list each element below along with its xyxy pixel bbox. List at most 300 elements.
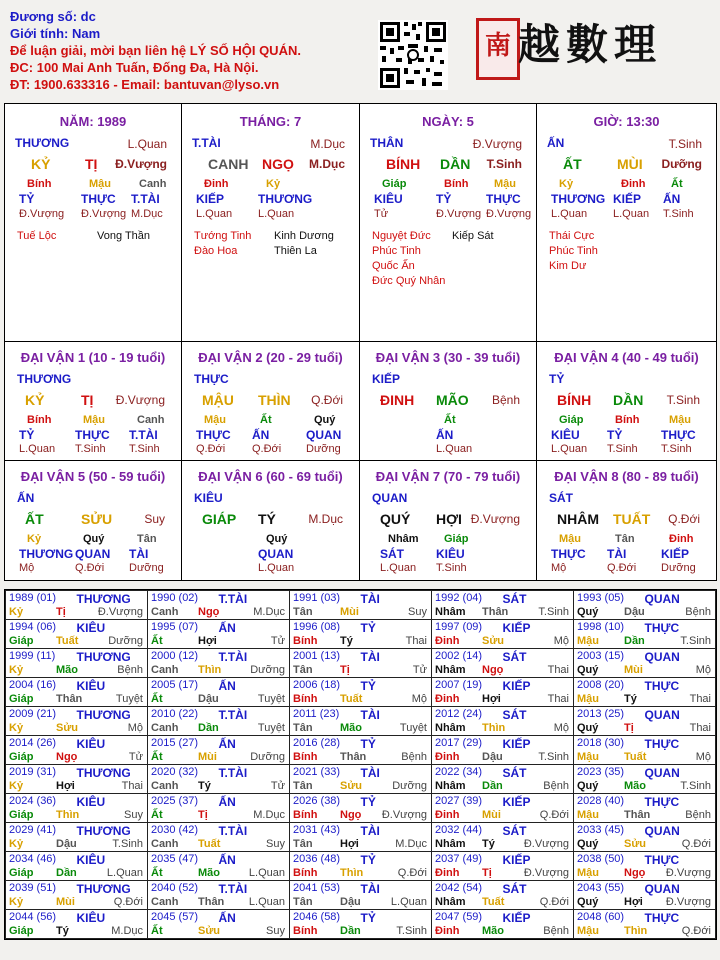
dai-van-chi: DẦN [613,392,644,408]
year-can: Bính [293,635,318,647]
star: Kiếp Sát [452,230,494,242]
year-can: Tân [293,838,313,850]
year-god: TÀI [360,708,380,722]
year-chi: Tý [482,838,495,850]
year-god: T.TÀI [218,766,248,780]
dai-van-stage: Suy [144,512,165,526]
gioi-tinh [10,25,301,42]
hidden-stem: Mậu [494,178,516,190]
year-can: Tân [293,606,313,618]
hidden-god: QUAN [306,428,342,442]
year-god: QUAN [644,592,680,606]
dai-van-god: QUAN [372,491,408,505]
hidden-stage: L.Quan [613,208,650,220]
year-can: Ất [151,693,163,705]
year-chi: Mão [340,722,362,734]
dai-van-god: TỶ [549,372,565,386]
year-god: ẤN [218,795,236,809]
dai-van-can: QUÝ [380,511,411,527]
year-chi: Ngọ [56,751,78,763]
year-chi: Mùi [482,809,501,821]
year-chi: Dần [198,722,219,734]
year-cell [6,620,148,649]
year-label: 2006 (18) [293,679,341,691]
hidden-stage: T.Sinh [663,208,694,220]
year-cell [574,765,716,794]
year-label: 2019 (31) [9,766,57,778]
hidden-god: ẤN [436,428,454,442]
hidden-stage: L.Quan [380,562,417,574]
year-cell [290,765,432,794]
year-can: Đinh [435,693,460,705]
star: Vong Thần [97,230,151,242]
year-cell [148,823,290,852]
year-god: KIÊU [76,679,106,693]
dai-van-stage: Đ.Vượng [115,393,165,407]
year-cell [574,823,716,852]
year-god: ẤN [218,679,236,693]
hidden-stage: T.Sinh [75,443,106,455]
year-can: Đinh [435,809,460,821]
year-cell [290,794,432,823]
year-god: THƯƠNG [76,824,131,838]
year-cell [6,678,148,707]
year-cell [432,620,574,649]
dai-van-can: ĐINH [380,392,415,408]
hidden-stage: T.Sinh [661,443,692,455]
hidden-god: TỶ [19,428,35,442]
year-label: 2001 (13) [293,650,341,662]
star: Thiên La [274,245,317,257]
hidden-stage: L.Quan [551,443,588,455]
year-god: SÁT [502,592,527,606]
year-can: Giáp [9,809,34,821]
year-god: TỶ [360,737,376,751]
seal-stamp: 南 [476,18,520,80]
hidden-stem: Mậu [559,533,581,545]
year-cell [148,881,290,910]
year-label: 2037 (49) [435,853,483,865]
year-stage: Mộ [553,722,569,734]
year-god: KIẾP [502,621,531,635]
year-label: 2039 (51) [9,882,57,894]
year-cell [290,823,432,852]
hidden-stem: Ất [260,414,272,426]
year-god: TÀI [360,882,380,896]
year-stage: M.Dục [253,606,285,618]
year-can: Đinh [435,925,460,937]
year-god: KIÊU [76,621,106,635]
year-can: Quý [577,664,599,676]
year-god: T.TÀI [218,650,248,664]
year-stage: Bệnh [117,664,143,676]
dai-van-stage: Q.Đới [668,512,700,526]
year-row [6,794,716,823]
year-can: Giáp [9,693,34,705]
hidden-god: THỰC [486,192,521,206]
year-label: 1999 (11) [9,650,56,662]
year-chi: Dậu [56,838,77,850]
hidden-stem: Canh [137,414,165,426]
year-cell [574,620,716,649]
gioi-tinh-label: Giới tính: [10,26,69,41]
year-chi: Tuất [198,838,221,850]
year-can: Giáp [9,867,34,879]
year-god: ẤN [218,737,236,751]
year-row [6,852,716,881]
dai-van-chi: HỢI [436,511,462,527]
year-row [6,620,716,649]
hidden-stage: Mộ [551,562,567,574]
year-god: SÁT [502,708,527,722]
year-can: Ất [151,635,163,647]
year-cell [290,707,432,736]
year-chi: Tý [56,925,69,937]
pillar-top-god: ẤN [547,136,565,150]
year-row [6,707,716,736]
dai-van-god: THƯƠNG [17,372,72,386]
year-chi: Tý [340,635,353,647]
hidden-stage: T.Sinh [436,562,467,574]
year-cell [432,852,574,881]
qr-code-icon [378,20,448,90]
year-chi: Mão [624,780,646,792]
hidden-stem: Tân [137,533,157,545]
year-can: Canh [151,838,179,850]
hidden-god: KIẾP [613,192,642,206]
hidden-stage: L.Quan [196,208,233,220]
tu-tru-grid [4,103,717,581]
dai-van-3 [360,342,537,461]
year-can: Nhâm [435,722,466,734]
year-can: Bính [293,925,318,937]
pillar-top-god: THÂN [370,136,404,150]
year-stage: L.Quan [248,896,285,908]
year-can: Kỷ [9,722,24,734]
year-god: TỶ [360,679,376,693]
dai-van-title: ĐẠI VẬN 3 (30 - 39 tuổi) [375,350,521,365]
year-cell [574,881,716,910]
year-god: QUAN [644,824,680,838]
year-cell [574,852,716,881]
year-can: Quý [577,896,599,908]
year-label: 2031 (43) [293,824,341,836]
year-can: Mậu [577,809,599,821]
year-label: 2042 (54) [435,882,483,894]
star: Quốc Ấn [372,260,415,272]
dai-van-title: ĐẠI VẬN 7 (70 - 79 tuổi) [375,469,521,484]
hidden-stage: T.Sinh [607,443,638,455]
year-stage: Đ.Vượng [523,838,569,850]
year-can: Nhâm [435,606,466,618]
year-label: 2045 (57) [151,911,199,923]
year-stage: Bệnh [685,606,711,618]
year-god: KIẾP [502,911,531,925]
year-cell [290,881,432,910]
dai-van-chi: THÌN [258,392,291,408]
hidden-god: T.TÀI [129,428,158,442]
year-cell [148,736,290,765]
hidden-stage: Q.Đới [607,562,637,574]
year-stage: M.Dục [111,925,143,937]
hidden-stem: Giáp [382,178,407,190]
year-label: 2024 (36) [9,795,57,807]
hidden-god: THƯƠNG [551,192,606,206]
star: Thái Cực [549,230,595,242]
year-cell [432,649,574,678]
year-chi: Tị [56,606,66,618]
year-label: 2004 (16) [9,679,57,691]
dai-van-title: ĐẠI VẬN 1 (10 - 19 tuổi) [20,350,166,365]
dai-van-stage: M.Dục [308,512,343,526]
pillar-can: ẤT [563,156,582,172]
year-god: THƯƠNG [76,766,131,780]
year-cell [6,823,148,852]
year-can: Ất [151,925,163,937]
year-stage: Tuyệt [257,693,285,705]
year-row [6,649,716,678]
dai-van-god: KIẾP [372,372,401,386]
dai-van-can: GIÁP [202,511,237,527]
year-god: THỰC [644,679,680,693]
year-can: Nhâm [435,780,466,792]
year-chi: Ngọ [340,809,362,821]
year-stage: Suy [408,606,427,618]
year-god: T.TÀI [218,882,248,896]
year-stage: Q.Đới [539,809,569,821]
year-can: Tân [293,722,313,734]
hidden-god: TÀI [129,547,149,561]
year-god: THỰC [644,911,680,925]
year-can: Mậu [577,693,599,705]
year-god: TÀI [360,766,380,780]
hidden-stage: Q.Đới [252,443,282,455]
year-cell [574,707,716,736]
year-chi: Thìn [340,867,364,879]
year-stage: Tử [128,751,143,763]
year-chi: Ngọ [198,606,220,618]
year-chi: Thìn [624,925,648,937]
year-cell [148,620,290,649]
year-stage: Đ.Vượng [523,867,569,879]
year-stage: Thai [121,780,143,792]
year-label: 2027 (39) [435,795,483,807]
year-god: THỰC [644,737,680,751]
year-stage: T.Sinh [538,606,569,618]
hidden-stem: Bính [615,414,640,426]
year-god: ẤN [218,621,236,635]
dai-van-2 [182,342,360,461]
year-god: KIẾP [502,679,531,693]
star: Tuế Lộc [17,230,57,242]
year-stage: Tuyệt [399,722,427,734]
star: Đào Hoa [194,245,238,257]
dai-van-7 [360,461,537,580]
year-chi: Hợi [56,780,75,792]
year-chi: Thìn [198,664,222,676]
pillar-can: KỶ [31,156,51,172]
hidden-stage: Q.Đới [196,443,226,455]
pillar-title: GIỜ: 13:30 [593,114,660,129]
hidden-god: ẤN [663,192,681,206]
year-label: 2048 (60) [577,911,625,923]
year-chi: Thìn [56,809,80,821]
year-stage: Dưỡng [250,751,285,763]
year-can: Nhâm [435,838,466,850]
year-label: 2047 (59) [435,911,483,923]
year-cell [574,736,716,765]
dai-van-chi: SỬU [81,511,113,527]
dai-van-stage: Đ.Vượng [470,512,520,526]
year-label: 2013 (25) [577,708,625,720]
year-god: KIÊU [76,911,106,925]
hidden-stem: Giáp [444,533,469,545]
year-label: 2044 (56) [9,911,57,923]
year-label: 2030 (42) [151,824,199,836]
star: Nguyệt Đức [372,230,431,242]
year-cell [290,591,432,620]
hidden-stage: Đ.Vượng [19,208,65,220]
year-can: Giáp [9,635,34,647]
dai-van-title: ĐẠI VẬN 2 (20 - 29 tuổi) [198,350,343,365]
pillar-stage: Đ.Vượng [115,157,167,171]
year-cell [432,794,574,823]
year-cell [290,649,432,678]
year-god: SÁT [502,766,527,780]
year-stage: Bệnh [401,751,427,763]
hidden-stem: Bính [27,178,52,190]
dai-van-chi: TỊ [81,392,94,408]
year-can: Kỷ [9,896,24,908]
year-stage: Mộ [553,635,569,647]
year-stage: Mộ [695,664,711,676]
year-can: Bính [293,751,318,763]
year-god: ẤN [218,911,236,925]
dai-van-stage: Q.Đới [311,393,343,407]
year-chi: Tuất [624,751,647,763]
year-can: Canh [151,780,179,792]
year-stage: Đ.Vượng [381,809,427,821]
year-chi: Ngọ [624,867,646,879]
hidden-stage: L.Quan [258,208,295,220]
hidden-stage: Dưỡng [129,562,164,574]
hidden-stage: Dưỡng [661,562,696,574]
year-chi: Hợi [482,693,501,705]
year-label: 2028 (40) [577,795,625,807]
year-chi: Mùi [340,606,359,618]
year-can: Bính [293,693,318,705]
hidden-stem: Đinh [669,533,694,545]
year-can: Quý [577,722,599,734]
hidden-stage: Dưỡng [306,443,341,455]
year-cell [574,591,716,620]
year-stage: L.Quan [106,867,143,879]
year-god: ẤN [218,853,236,867]
year-label: 2017 (29) [435,737,483,749]
year-god: THỰC [644,621,680,635]
hidden-stem: Mậu [83,414,105,426]
hidden-god: KIÊU [374,192,403,206]
year-cell [6,736,148,765]
year-row [6,823,716,852]
year-chi: Mão [56,664,78,676]
dai-van-chi: MÃO [436,392,469,408]
hidden-god: SÁT [380,547,404,561]
dai-van-stage: Bệnh [491,393,520,407]
year-stage: Q.Đới [397,867,427,879]
phone-line: ĐT: 1900.633316 - Email: bantuvan@lyso.vn [10,77,280,92]
pillar-can: CANH [208,156,249,172]
star: Kinh Dương [274,230,334,242]
year-cell [432,910,574,939]
dai-van-4 [537,342,716,461]
year-can: Kỷ [9,664,24,676]
dai-van-can: ẤT [25,511,44,527]
year-chi: Sửu [624,838,647,850]
dai-van-god: THỰC [194,372,229,386]
hidden-stage: L.Quan [551,208,588,220]
dai-van-6 [182,461,360,580]
hidden-stage: Tử [374,208,389,220]
year-chi: Ngọ [482,664,504,676]
year-chi: Thân [624,809,651,821]
hidden-stage: M.Dục [131,208,163,220]
pillar-can: BÍNH [386,156,421,172]
year-label: 2008 (20) [577,679,625,691]
year-stage: M.Dục [395,838,427,850]
dai-van-god: KIÊU [194,491,223,505]
star: Phúc Tinh [549,245,598,257]
dai-van-title: ĐẠI VẬN 5 (50 - 59 tuổi) [20,469,166,484]
hidden-god: QUAN [75,547,111,561]
year-cell [6,881,148,910]
duong-so: Đương số: dc [10,9,96,24]
year-label: 2022 (34) [435,766,483,778]
year-can: Ất [151,867,163,879]
year-god: KIẾP [502,737,531,751]
year-cell [574,910,716,939]
hidden-stage: L.Quan [258,562,295,574]
hidden-god: THỰC [75,428,110,442]
year-chi: Hợi [340,838,359,850]
year-god: KIÊU [76,795,106,809]
dai-van-chi: TÝ [258,511,276,527]
year-chi: Mão [482,925,504,937]
year-cell [6,707,148,736]
year-stage: Mộ [695,751,711,763]
year-chi: Dậu [340,896,361,908]
year-label: 2034 (46) [9,853,57,865]
year-can: Mậu [577,925,599,937]
year-label: 2000 (12) [151,650,199,662]
hidden-god: TÀI [607,547,627,561]
pillar-chi: NGỌ [262,156,294,172]
year-cell [432,881,574,910]
hidden-god: THƯƠNG [19,547,74,561]
year-chi: Thân [56,693,83,705]
year-chi: Mão [198,867,220,879]
year-stage: L.Quan [390,896,427,908]
year-stage: T.Sinh [680,780,711,792]
year-stage: Suy [124,809,143,821]
year-stage: Thai [547,664,569,676]
year-can: Nhâm [435,664,466,676]
year-label: 1989 (01) [9,592,57,604]
year-label: 1991 (03) [293,592,341,604]
year-label: 2025 (37) [151,795,199,807]
year-cell [290,678,432,707]
contact-line: Để luận giải, mời bạn liên hệ LÝ SỐ HỘI QUÁN. [10,43,301,58]
